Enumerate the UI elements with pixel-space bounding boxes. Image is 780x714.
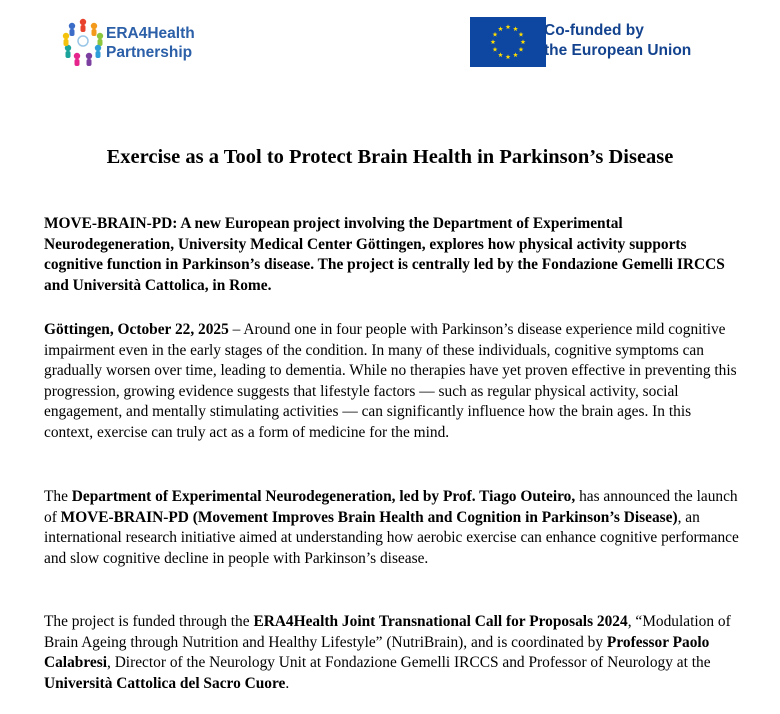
eu-star-icon <box>506 24 511 29</box>
eu-cofunded-text: Co-funded by the European Union <box>544 22 692 59</box>
bold-span: ERA4Health Joint Transnational Call for Proposals 2024 <box>253 613 628 630</box>
bold-span: Università Cattolica del Sacro Cuore <box>44 674 286 692</box>
eu-star-icon <box>519 47 524 52</box>
page-title: Exercise as a Tool to Protect Brain Health in Parkinson’s Disease <box>106 146 674 168</box>
eu-star-icon <box>498 26 503 31</box>
paragraph-3 <box>44 612 744 694</box>
text-span: , “Modulation of Brain Ageing through Nutrition and Healthy Lifestyle” (NutriBrain), and is coordinated by <box>44 613 731 651</box>
era4health-logo <box>58 14 208 72</box>
eu-star-icon <box>498 52 503 57</box>
eu-star-icon <box>493 47 498 52</box>
people-circle-icon <box>58 14 110 70</box>
paragraph-1-body: – Around one in four people with Parkinson’s disease experience mild cognitive impairment even in the early stages of the condition. In many of these individuals, cognitive symptoms can gradually worsen over time, leading to dementia. While no therapies have yet proven effective in preventing this progression, growing evidence suggests that lifestyle factors — such as regular physical activity, social engagement, and mentally stimulating activities — can significantly influence how the brain ages. In this context, exercise can truly act as a form of medicine for the mind. <box>44 321 737 441</box>
paragraph-1 <box>44 320 744 444</box>
text-span: , an international research initiative aimed at understanding how aerobic exercise can enhance cognitive performance and slow cognitive decline in people with Parkinson’s disease. <box>44 508 739 567</box>
paragraph-2 <box>44 487 744 569</box>
text-span: . <box>285 674 290 692</box>
bold-span: MOVE-BRAIN-PD (Movement Improves Brain Health and Cognition in Parkinson’s Disease) <box>60 508 678 526</box>
eu-star-icon <box>493 32 498 37</box>
eu-star-icon <box>521 39 526 44</box>
eu-flag-icon <box>470 17 546 67</box>
text-span: , Director of the Neurology Unit at Fondazione Gemelli IRCCS and Professor of Neurology at the <box>107 654 711 672</box>
eu-star-icon <box>506 54 511 59</box>
bold-span: Professor Paolo Calabresi <box>44 633 710 672</box>
text-span: has announced the launch of <box>44 488 738 526</box>
eu-star-icon <box>519 32 524 37</box>
bold-span: Department of Experimental Neurodegeneration, led by Prof. Tiago Outeiro, <box>71 488 576 505</box>
lead-paragraph: MOVE-BRAIN-PD: A new European project involving the Department of Experimental Neurodegeneration, University Medical Center Göttingen, explores how physical activity supports cognitive function in Parkinson’s disease. The project is centrally led by the Fondazione Gemelli IRCCS and Università Cattolica, in Rome. <box>44 215 725 294</box>
era4health-wordmark: ERA4Health Partnership <box>106 25 195 61</box>
eu-star-icon <box>513 26 518 31</box>
eu-star-icon <box>513 52 518 57</box>
text-span: The <box>44 488 72 505</box>
eu-star-icon <box>491 39 496 44</box>
dateline: Göttingen, October 22, 2025 <box>44 321 229 338</box>
text-span: The project is funded through the <box>44 613 254 630</box>
eu-cofunded-logo <box>470 17 710 67</box>
